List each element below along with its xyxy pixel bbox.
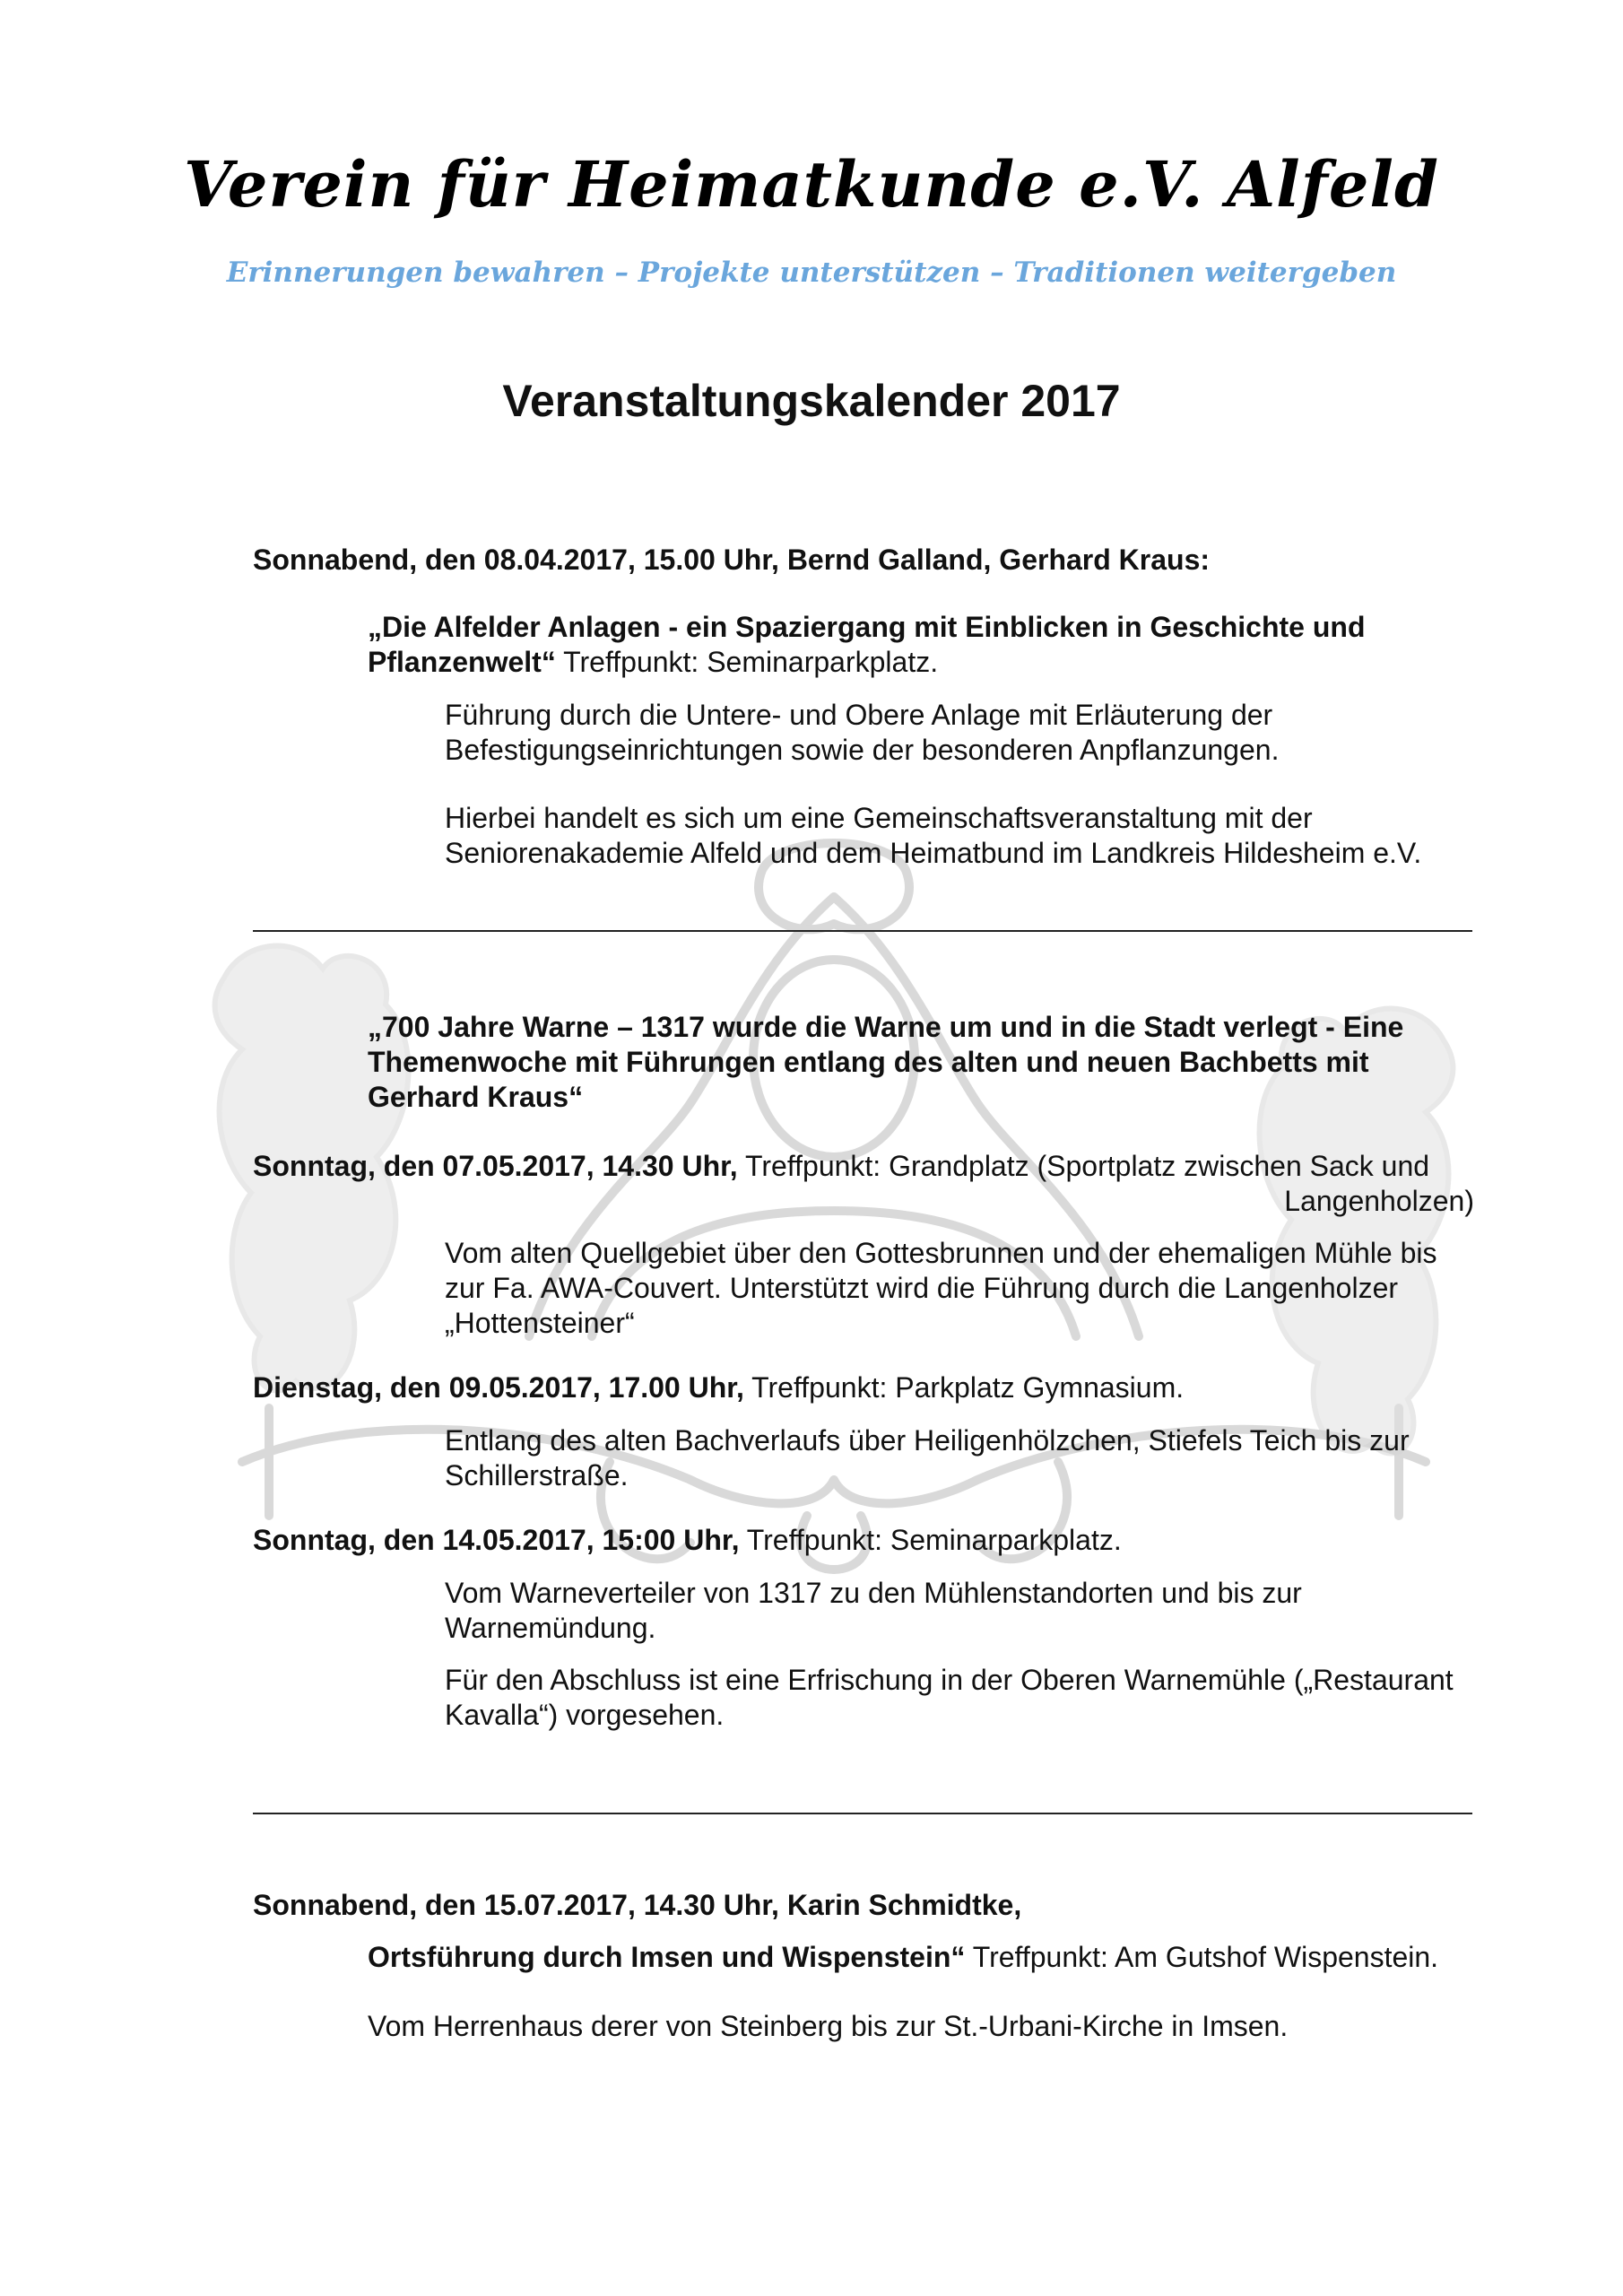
- event2-tour3-desc-line1: Vom Warneverteiler von 1317 zu den Mühlenstandorten und bis zur: [445, 1577, 1302, 1609]
- event1-title-line2-bold: Pflanzenwelt“: [368, 646, 556, 678]
- event3-meeting-point: Treffpunkt: Am Gutshof Wispenstein.: [965, 1941, 1439, 1973]
- event2-tour3-meeting: Treffpunkt: Seminarparkplatz.: [739, 1524, 1122, 1556]
- event1-heading: Sonnabend, den 08.04.2017, 15.00 Uhr, Bernd Galland, Gerhard Kraus:: [253, 544, 1211, 576]
- event1-title-line1: „Die Alfelder Anlagen - ein Spaziergang mit Einblicken in Geschichte und: [368, 611, 1366, 643]
- event2-tour2-meeting: Treffpunkt: Parkplatz Gymnasium.: [743, 1371, 1185, 1404]
- event1-desc2-line1: Hierbei handelt es sich um eine Gemeinschaftsveranstaltung mit der: [445, 802, 1313, 834]
- event2-tour1-desc-line2: zur Fa. AWA-Couvert. Unterstützt wird die Führung durch die Langenholzer: [445, 1272, 1399, 1304]
- coat-of-arms-watermark: [188, 834, 1480, 1623]
- event1-meeting-point: Treffpunkt: Seminarparkplatz.: [555, 646, 939, 678]
- event3-title: Ortsführung durch Imsen und Wispenstein“: [368, 1941, 966, 1973]
- event2-tour1-date: Sonntag, den 07.05.2017, 14.30 Uhr,: [253, 1150, 738, 1182]
- event2-tour1-meeting: Treffpunkt: Grandplatz (Sportplatz zwischen Sack und: [737, 1150, 1430, 1182]
- event2-tour3-line: [253, 1523, 1122, 1557]
- section-divider: [253, 1813, 1472, 1814]
- event2-tour1-desc-line1: Vom alten Quellgebiet über den Gottesbrunnen und der ehemaligen Mühle bis: [445, 1237, 1437, 1269]
- event1-title-line2: [368, 645, 938, 679]
- calendar-title: Veranstaltungskalender 2017: [502, 376, 1121, 426]
- event2-tour3-note-line2: Kavalla“) vorgesehen.: [445, 1699, 725, 1731]
- event2-tour3-desc-line2: Warnemündung.: [445, 1612, 656, 1644]
- event2-tour2-line: [253, 1370, 1184, 1405]
- event2-title-line2: Themenwoche mit Führungen entlang des alten und neuen Bachbetts mit: [368, 1046, 1369, 1078]
- event2-tour1-line: [253, 1149, 1429, 1183]
- event1-desc1-line1: Führung durch die Untere- und Obere Anlage mit Erläuterung der: [445, 699, 1273, 731]
- event2-tour2-desc-line2: Schillerstraße.: [445, 1459, 629, 1492]
- event3-desc: Vom Herrenhaus derer von Steinberg bis zur St.-Urbani-Kirche in Imsen.: [368, 2010, 1289, 2042]
- event2-tour3-note-line1: Für den Abschluss ist eine Erfrischung in der Oberen Warnemühle („Restaurant: [445, 1664, 1454, 1696]
- organization-tagline: Erinnerungen bewahren – Projekte unterstützen – Traditionen weitergeben: [226, 257, 1397, 289]
- event1-desc1-line2: Befestigungseinrichtungen sowie der besonderen Anpflanzungen.: [445, 734, 1280, 766]
- event2-title-line3: Gerhard Kraus“: [368, 1081, 584, 1113]
- event3-heading: Sonnabend, den 15.07.2017, 14.30 Uhr, Karin Schmidtke,: [253, 1889, 1022, 1921]
- event2-title-line1: „700 Jahre Warne – 1317 wurde die Warne um und in die Stadt verlegt - Eine: [368, 1011, 1404, 1043]
- event3-title-line: [368, 1940, 1438, 1974]
- event2-tour1-desc-line3: „Hottensteiner“: [445, 1307, 635, 1339]
- event2-tour3-date: Sonntag, den 14.05.2017, 15:00 Uhr,: [253, 1524, 740, 1556]
- section-divider: [253, 930, 1472, 932]
- organization-title: Verein für Heimatkunde e.V. Alfeld: [184, 147, 1439, 222]
- event2-tour2-desc-line1: Entlang des alten Bachverlaufs über Heiligenhölzchen, Stiefels Teich bis zur: [445, 1424, 1410, 1457]
- event2-tour2-date: Dienstag, den 09.05.2017, 17.00 Uhr,: [253, 1371, 744, 1404]
- event2-tour1-meeting-line2: Langenholzen): [1284, 1185, 1474, 1217]
- event1-desc2-line2: Seniorenakademie Alfeld und dem Heimatbund im Landkreis Hildesheim e.V.: [445, 837, 1422, 869]
